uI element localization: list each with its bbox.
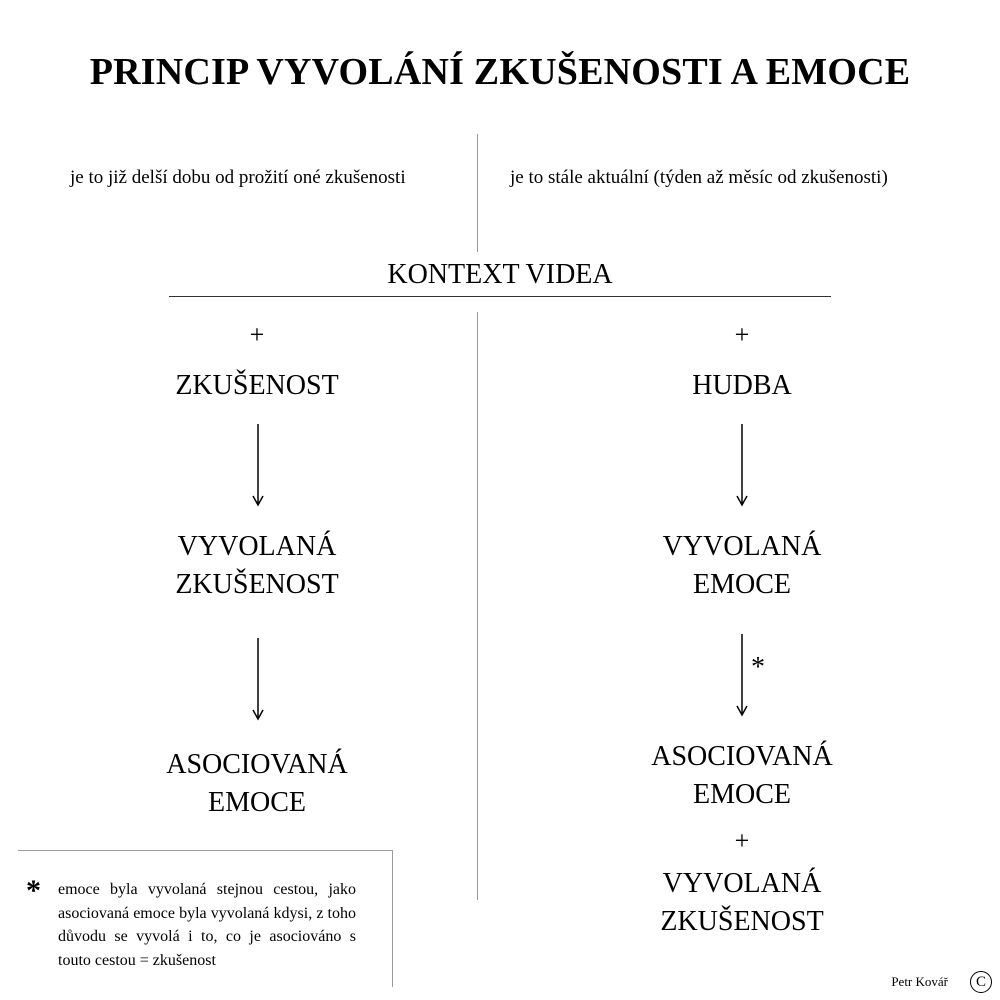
footnote-text: emoce byla vyvolaná stejnou cestou, jako asociovaná emoce byla vyvolaná kdysi, z toho důvodu se vyvolá i to, co je asociováno s touto cestou = zkušenost [58,881,356,969]
right-step2-line2: EMOCE [693,779,791,810]
right-step1-line2: EMOCE [693,569,791,600]
page-title: PRINCIP VYVOLÁNÍ ZKUŠENOSTI A EMOCE [89,51,911,93]
right-step1-node [592,528,892,604]
right-start-node: HUDBA [692,370,792,401]
left-step1-line2: ZKUŠENOST [175,569,339,600]
left-start-node: ZKUŠENOST [175,370,339,401]
left-step2-line2: EMOCE [208,787,306,818]
copyright-icon: C [970,971,992,993]
condition-right: je to stále aktuální (týden až měsíc od zkušenosti) [510,167,888,188]
left-arrow-2 [248,638,268,722]
right-arrow-2 [732,634,752,718]
context-underline [169,296,831,297]
left-step2-node [107,746,407,822]
left-step2-line1: ASOCIOVANÁ [166,749,348,780]
right-step3-node [592,865,892,941]
right-arrow-1 [732,424,752,508]
right-arrow-star: * [751,652,765,683]
right-step1-line1: VYVOLANÁ [662,531,822,562]
left-arrow-1 [248,424,268,508]
left-plus: + [249,320,265,349]
right-step3-line1: VYVOLANÁ [662,868,822,899]
left-step1-line1: VYVOLANÁ [177,531,337,562]
right-plus-2: + [734,826,750,855]
right-plus: + [734,320,750,349]
condition-left: je to již delší dobu od prožití oné zkušenosti [70,167,406,188]
right-step2-node [592,738,892,814]
author-name: Petr Kovář [891,974,948,989]
right-step3-line2: ZKUŠENOST [660,906,824,937]
column-divider [477,312,478,900]
left-step1-node [107,528,407,604]
right-step2-line1: ASOCIOVANÁ [651,741,833,772]
top-divider [477,134,478,252]
context-label: KONTEXT VIDEA [387,259,613,290]
footnote-star: * [26,874,41,907]
